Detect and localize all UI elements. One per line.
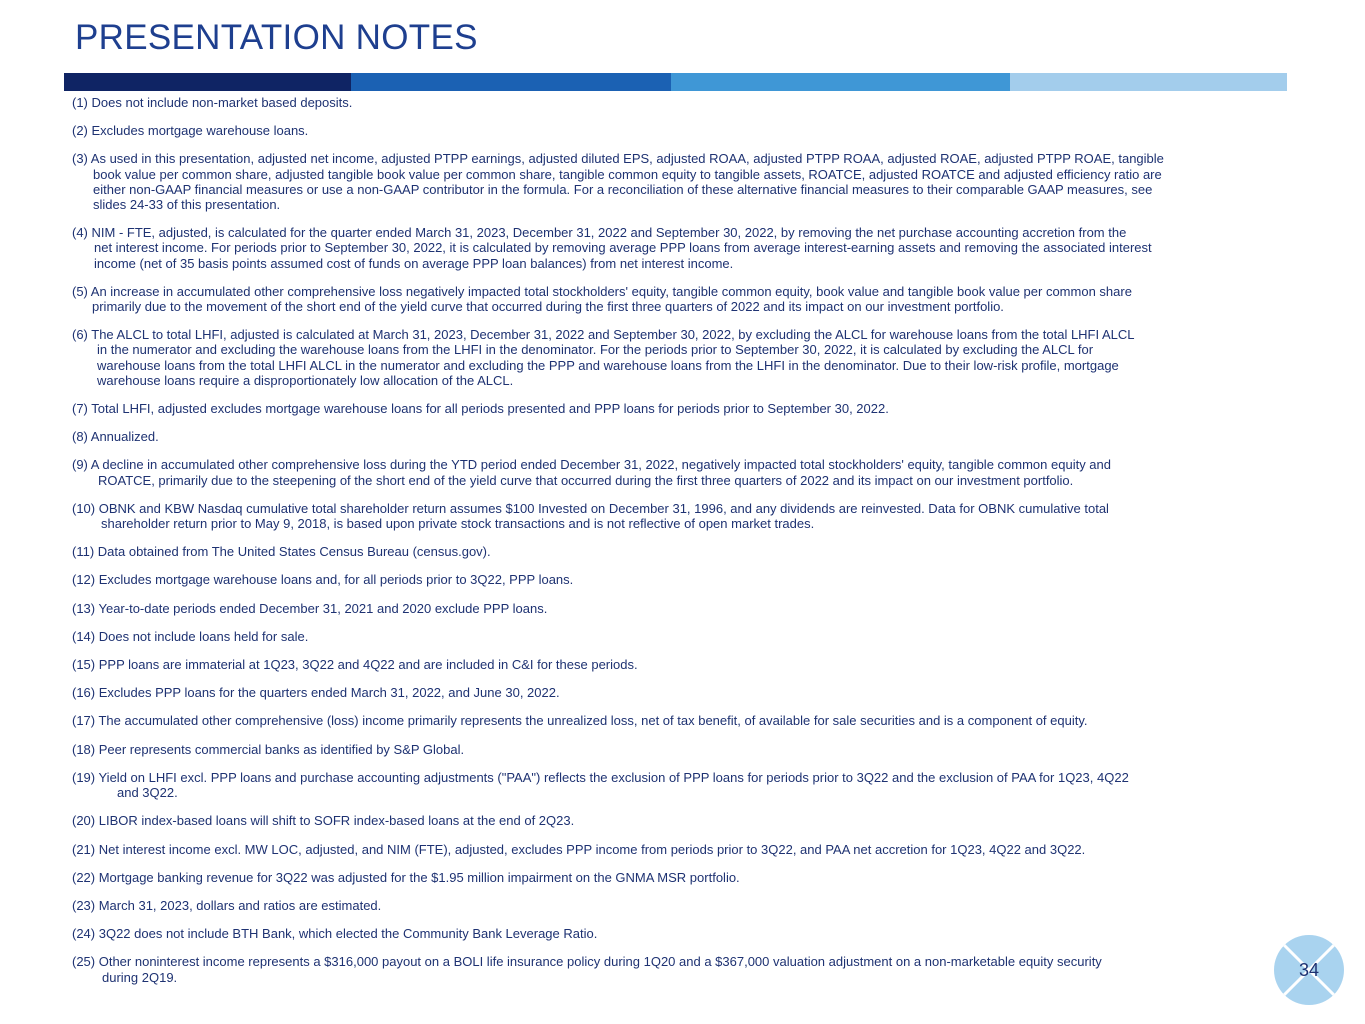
note-line: (4) NIM - FTE, adjusted, is calculated for the quarter ended March 31, 2023, December 31, 2022 and September 30, 2022, by removing the net purchase accounting accretion from the: [72, 225, 1127, 241]
note-item: [72, 898, 1272, 913]
note-line: (1) Does not include non-market based deposits.: [72, 95, 353, 110]
note-item: [72, 742, 1272, 757]
note-line: (25) Other noninterest income represents a $316,000 payout on a BOLI life insurance policy during 1Q20 and a $367,000 valuation adjustment on a non-marketable equity security: [72, 954, 1102, 970]
note-line: (23) March 31, 2023, dollars and ratios are estimated.: [72, 897, 382, 913]
note-item: [72, 601, 1272, 616]
note-line: (24) 3Q22 does not include BTH Bank, which elected the Community Bank Leverage Ratio.: [72, 926, 598, 942]
note-item: [72, 123, 1272, 138]
note-item: [72, 813, 1272, 828]
divider-segment-3: [671, 73, 1010, 91]
note-line: (21) Net interest income excl. MW LOC, adjusted, and NIM (FTE), adjusted, excludes PPP income from periods prior to 3Q22, and PAA net accretion for 1Q23, 4Q22 and 3Q22.: [72, 841, 1086, 857]
note-line: (3) As used in this presentation, adjusted net income, adjusted PTPP earnings, adjusted diluted EPS, adjusted ROAA, adjusted PTPP ROAA, adjusted ROAE, adjusted PTPP ROAE, tangible: [72, 151, 1164, 167]
note-line: (6) The ALCL to total LHFI, adjusted is calculated at March 31, 2023, December 31, 2022 and September 30, 2022, by excluding the ALCL for warehouse loans from the total LHFI ALCL: [72, 327, 1135, 343]
note-item: [72, 544, 1272, 559]
note-line: (5) An increase in accumulated other comprehensive loss negatively impacted total stockholders' equity, tangible common equity, book value and tangible book value per common share: [72, 283, 1132, 299]
note-item: [72, 572, 1272, 587]
note-item: [72, 870, 1272, 885]
note-line: (13) Year-to-date periods ended December 31, 2021 and 2020 exclude PPP loans.: [72, 600, 548, 616]
note-line: and 3Q22.: [117, 785, 178, 801]
page-number: 34: [1298, 959, 1320, 980]
note-line: (20) LIBOR index-based loans will shift to SOFR index-based loans at the end of 2Q23.: [72, 813, 575, 829]
note-line: shareholder return prior to May 9, 2018, is based upon private stock transactions and is not reflective of open market trades.: [101, 516, 815, 532]
note-line: net interest income. For periods prior to September 30, 2022, it is calculated by removing average PPP loans from average interest-earning assets and removing the associated interest: [94, 240, 1152, 256]
note-line: (16) Excludes PPP loans for the quarters ended March 31, 2022, and June 30, 2022.: [72, 685, 560, 701]
divider-segment-1: [64, 73, 351, 91]
notes-list: [72, 95, 1272, 998]
note-line: (22) Mortgage banking revenue for 3Q22 was adjusted for the $1.95 million impairment on the GNMA MSR portfolio.: [72, 869, 740, 885]
note-item: [72, 501, 1272, 531]
note-line: warehouse loans from the total LHFI ALCL in the numerator and excluding the PPP and warehouse loans from the LHFI in the denominator. Due to their low-risk profile, mortgage: [97, 357, 1119, 373]
note-line: either non-GAAP financial measures or use a non-GAAP contributor in the formula. For a reconciliation of these alternative financial measures to their comparable GAAP measures, see: [93, 181, 1153, 197]
note-line: (2) Excludes mortgage warehouse loans.: [72, 123, 309, 139]
divider-segment-2: [351, 73, 671, 91]
note-line: in the numerator and excluding the warehouse loans from the LHFI in the denominator. For the periods prior to September 30, 2022, it is calculated by excluding the ALCL for: [97, 342, 1094, 358]
note-line: primarily due to the movement of the short end of the yield curve that occurred during the first three quarters of 2022 and its impact on our investment portfolio.: [92, 299, 1004, 315]
note-line: book value per common share, adjusted tangible book value per common share, tangible common equity to tangible assets, ROATCE, adjusted ROATCE and adjusted efficiency ratio are: [93, 166, 1162, 182]
note-item: [72, 713, 1272, 728]
divider-segment-4: [1010, 73, 1287, 91]
note-line: during 2Q19.: [102, 969, 178, 985]
note-item: [72, 95, 1272, 110]
note-item: [72, 401, 1272, 416]
note-line: (17) The accumulated other comprehensive (loss) income primarily represents the unrealized loss, net of tax benefit, of available for sale securities and is a component of equity.: [72, 713, 1088, 729]
page-number-badge: [1274, 935, 1344, 1005]
note-item: [72, 629, 1272, 644]
note-item: [72, 225, 1272, 271]
note-line: (12) Excludes mortgage warehouse loans and, for all periods prior to 3Q22, PPP loans.: [72, 572, 574, 588]
note-item: [72, 954, 1272, 984]
note-item: [72, 457, 1272, 487]
note-item: [72, 657, 1272, 672]
note-item: [72, 842, 1272, 857]
note-line: (9) A decline in accumulated other comprehensive loss during the YTD period ended December 31, 2022, negatively impacted total stockholders' equity, tangible common equity and: [72, 457, 1111, 473]
note-line: (8) Annualized.: [72, 429, 159, 445]
note-line: (10) OBNK and KBW Nasdaq cumulative total shareholder return assumes $100 Invested on December 31, 1996, and any dividends are reinvested. Data for OBNK cumulative total: [72, 500, 1109, 516]
note-item: [72, 926, 1272, 941]
note-line: slides 24-33 of this presentation.: [93, 197, 281, 213]
note-item: [72, 284, 1272, 314]
note-item: [72, 327, 1272, 388]
note-line: (19) Yield on LHFI excl. PPP loans and purchase accounting adjustments ("PAA") reflects the exclusion of PPP loans for periods prior to 3Q22 and the exclusion of PAA for 1Q23, 4Q22: [72, 769, 1129, 785]
note-item: [72, 685, 1272, 700]
note-line: (7) Total LHFI, adjusted excludes mortgage warehouse loans for all periods presented and PPP loans for periods prior to September 30, 2022.: [72, 401, 889, 417]
note-line: warehouse loans require a disproportionately low allocation of the ALCL.: [97, 372, 514, 388]
note-line: income (net of 35 basis points assumed cost of funds on average PPP loan balances) from net interest income.: [94, 255, 734, 271]
note-line: (15) PPP loans are immaterial at 1Q23, 3Q22 and 4Q22 and are included in C&I for these periods.: [72, 657, 638, 673]
title-divider-bar: [64, 73, 1287, 91]
note-item: [72, 429, 1272, 444]
note-line: ROATCE, primarily due to the steepening of the short end of the yield curve that occurred during the first three quarters of 2022 and its impact on our investment portfolio.: [98, 472, 1074, 488]
note-item: [72, 770, 1272, 800]
note-line: (18) Peer represents commercial banks as identified by S&P Global.: [72, 741, 465, 757]
note-line: (14) Does not include loans held for sale.: [72, 628, 309, 644]
page-title: PRESENTATION NOTES: [75, 18, 478, 57]
note-line: (11) Data obtained from The United States Census Bureau (census.gov).: [72, 544, 491, 560]
note-item: [72, 151, 1272, 212]
